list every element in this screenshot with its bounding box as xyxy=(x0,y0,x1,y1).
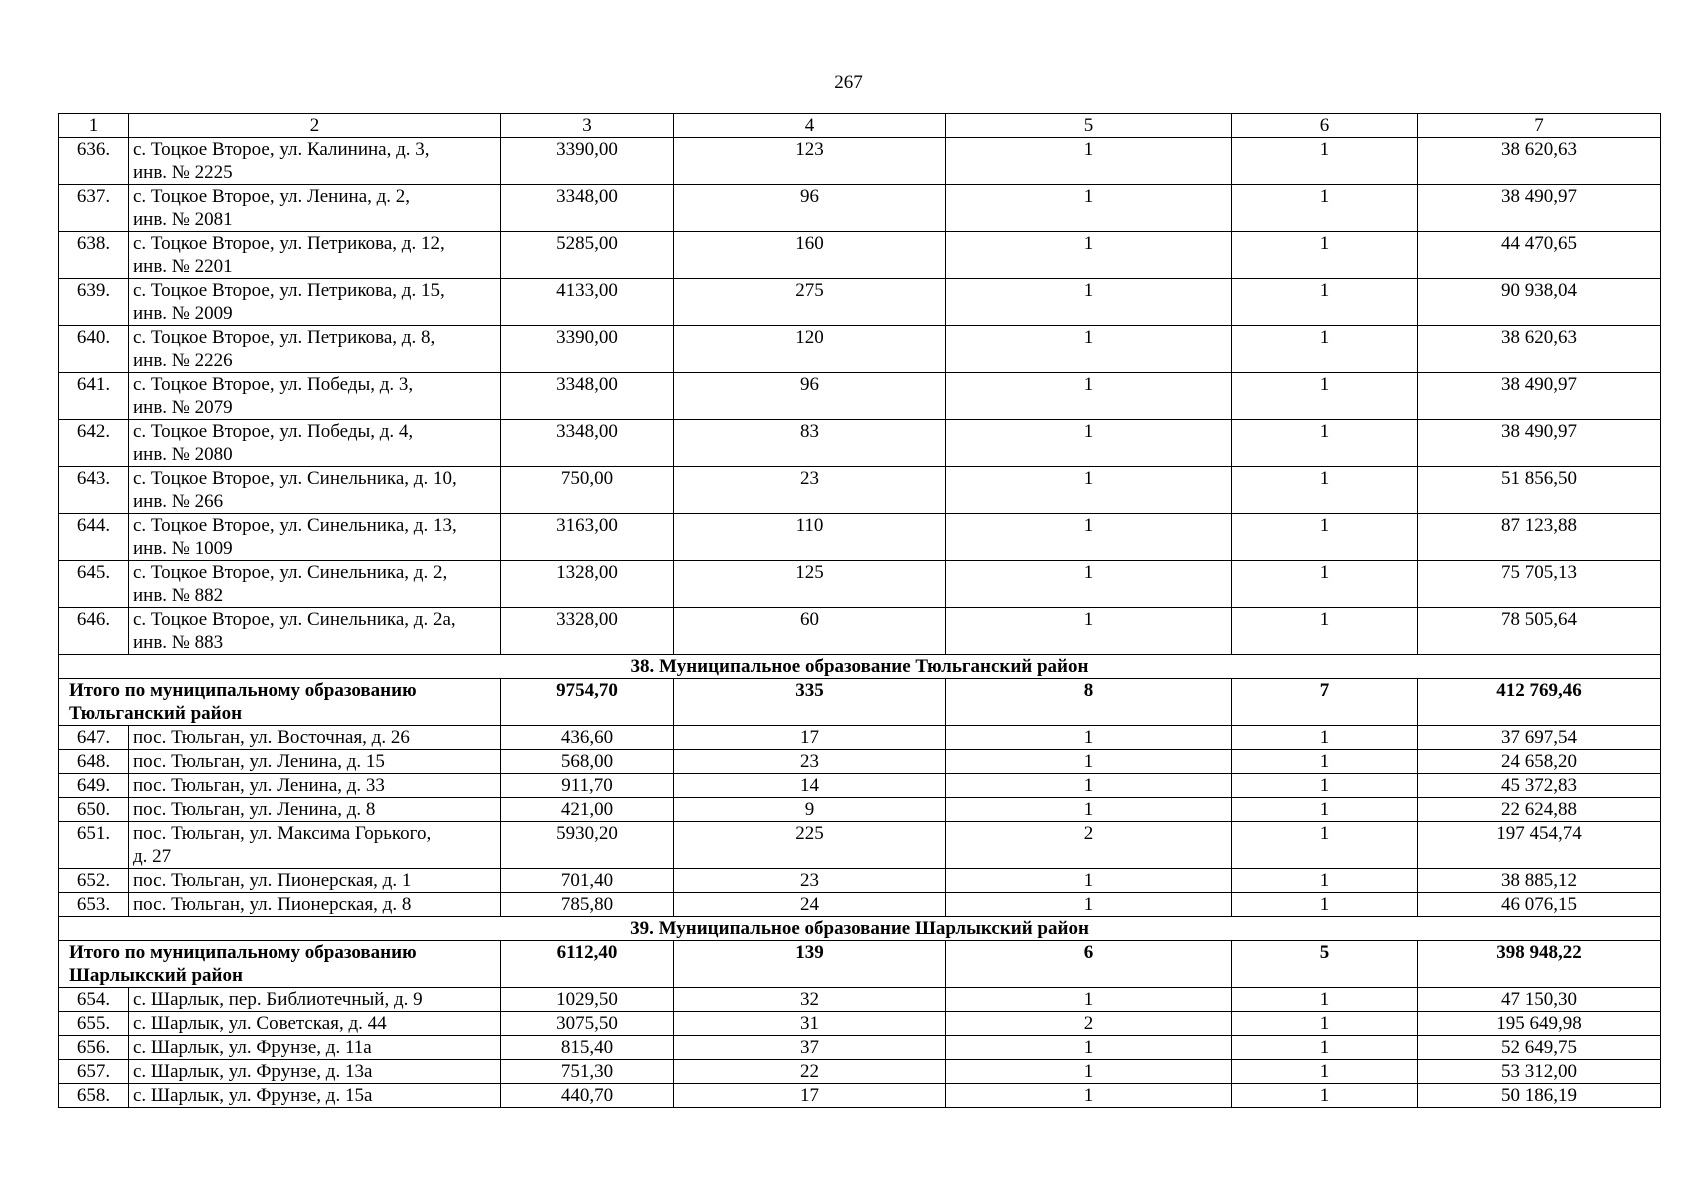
row-col6: 1 xyxy=(1232,232,1418,279)
row-cost: 45 372,83 xyxy=(1418,774,1661,798)
row-area: 815,40 xyxy=(501,1036,674,1060)
row-residents: 23 xyxy=(674,467,946,514)
table-row xyxy=(59,798,1661,822)
row-col6: 1 xyxy=(1232,514,1418,561)
total-cost: 412 769,46 xyxy=(1418,679,1661,726)
row-address: пос. Тюльган, ул. Ленина, д. 15 xyxy=(129,750,501,774)
row-col6: 1 xyxy=(1232,822,1418,869)
row-residents: 96 xyxy=(674,373,946,420)
row-cost: 38 490,97 xyxy=(1418,373,1661,420)
header-col-5: 5 xyxy=(946,114,1232,138)
row-number: 654. xyxy=(59,988,129,1012)
row-address: с. Тоцкое Второе, ул. Синельника, д. 10, инв. № 266 xyxy=(129,467,501,514)
table-row xyxy=(59,750,1661,774)
row-col6: 1 xyxy=(1232,467,1418,514)
row-number: 655. xyxy=(59,1012,129,1036)
row-col6: 1 xyxy=(1232,608,1418,655)
table-row xyxy=(59,1084,1661,1108)
table-row xyxy=(59,822,1661,869)
row-area: 3348,00 xyxy=(501,185,674,232)
row-cost: 46 076,15 xyxy=(1418,893,1661,917)
row-col6: 1 xyxy=(1232,373,1418,420)
row-col5: 1 xyxy=(946,893,1232,917)
row-address: с. Тоцкое Второе, ул. Калинина, д. 3, инв. № 2225 xyxy=(129,138,501,185)
table-row xyxy=(59,869,1661,893)
row-number: 636. xyxy=(59,138,129,185)
total-row xyxy=(59,679,1661,726)
row-area: 3390,00 xyxy=(501,138,674,185)
row-col6: 1 xyxy=(1232,561,1418,608)
row-area: 785,80 xyxy=(501,893,674,917)
total-cost: 398 948,22 xyxy=(1418,941,1661,988)
table-row xyxy=(59,467,1661,514)
table-row xyxy=(59,279,1661,326)
row-col5: 1 xyxy=(946,798,1232,822)
row-cost: 37 697,54 xyxy=(1418,726,1661,750)
row-address: пос. Тюльган, ул. Максима Горького, д. 27 xyxy=(129,822,501,869)
row-residents: 120 xyxy=(674,326,946,373)
row-area: 3348,00 xyxy=(501,373,674,420)
row-col6: 1 xyxy=(1232,1084,1418,1108)
row-col5: 1 xyxy=(946,774,1232,798)
total-residents: 139 xyxy=(674,941,946,988)
total-label: Итого по муниципальному образованию Шарлыкский район xyxy=(59,941,501,988)
row-number: 652. xyxy=(59,869,129,893)
row-col5: 1 xyxy=(946,279,1232,326)
table-row xyxy=(59,1060,1661,1084)
total-col5: 8 xyxy=(946,679,1232,726)
section-heading-row xyxy=(59,917,1661,941)
row-cost: 38 620,63 xyxy=(1418,326,1661,373)
row-col5: 1 xyxy=(946,138,1232,185)
row-address: с. Тоцкое Второе, ул. Синельника, д. 13, инв. № 1009 xyxy=(129,514,501,561)
row-number: 650. xyxy=(59,798,129,822)
housing-table xyxy=(58,113,1661,1108)
row-area: 421,00 xyxy=(501,798,674,822)
row-number: 647. xyxy=(59,726,129,750)
row-col6: 1 xyxy=(1232,1036,1418,1060)
header-col-3: 3 xyxy=(501,114,674,138)
total-area: 9754,70 xyxy=(501,679,674,726)
header-col-7: 7 xyxy=(1418,114,1661,138)
row-col5: 1 xyxy=(946,232,1232,279)
total-col6: 5 xyxy=(1232,941,1418,988)
row-area: 701,40 xyxy=(501,869,674,893)
row-cost: 87 123,88 xyxy=(1418,514,1661,561)
row-col5: 1 xyxy=(946,561,1232,608)
row-number: 638. xyxy=(59,232,129,279)
row-cost: 50 186,19 xyxy=(1418,1084,1661,1108)
table-row xyxy=(59,420,1661,467)
table-row xyxy=(59,232,1661,279)
total-residents: 335 xyxy=(674,679,946,726)
row-area: 1029,50 xyxy=(501,988,674,1012)
row-col5: 1 xyxy=(946,373,1232,420)
row-col5: 1 xyxy=(946,869,1232,893)
row-col5: 1 xyxy=(946,1036,1232,1060)
row-address: с. Тоцкое Второе, ул. Петрикова, д. 12, инв. № 2201 xyxy=(129,232,501,279)
row-number: 645. xyxy=(59,561,129,608)
row-address: пос. Тюльган, ул. Пионерская, д. 8 xyxy=(129,893,501,917)
row-residents: 275 xyxy=(674,279,946,326)
table-row xyxy=(59,1012,1661,1036)
row-number: 657. xyxy=(59,1060,129,1084)
header-col-2: 2 xyxy=(129,114,501,138)
row-residents: 32 xyxy=(674,988,946,1012)
table-row xyxy=(59,514,1661,561)
header-col-1: 1 xyxy=(59,114,129,138)
row-number: 658. xyxy=(59,1084,129,1108)
row-col5: 1 xyxy=(946,750,1232,774)
row-address: пос. Тюльган, ул. Ленина, д. 8 xyxy=(129,798,501,822)
table-row xyxy=(59,893,1661,917)
table-row xyxy=(59,185,1661,232)
row-area: 5930,20 xyxy=(501,822,674,869)
table-row xyxy=(59,988,1661,1012)
row-number: 649. xyxy=(59,774,129,798)
table-row xyxy=(59,326,1661,373)
row-area: 4133,00 xyxy=(501,279,674,326)
row-area: 568,00 xyxy=(501,750,674,774)
row-area: 3075,50 xyxy=(501,1012,674,1036)
row-area: 3163,00 xyxy=(501,514,674,561)
total-label: Итого по муниципальному образованию Тюльганский район xyxy=(59,679,501,726)
row-area: 3348,00 xyxy=(501,420,674,467)
header-col-4: 4 xyxy=(674,114,946,138)
row-address: с. Тоцкое Второе, ул. Петрикова, д. 8, инв. № 2226 xyxy=(129,326,501,373)
total-area: 6112,40 xyxy=(501,941,674,988)
row-address: с. Тоцкое Второе, ул. Синельника, д. 2а, инв. № 883 xyxy=(129,608,501,655)
row-col6: 1 xyxy=(1232,185,1418,232)
row-residents: 24 xyxy=(674,893,946,917)
row-address: с. Тоцкое Второе, ул. Победы, д. 3, инв. № 2079 xyxy=(129,373,501,420)
row-col6: 1 xyxy=(1232,988,1418,1012)
row-residents: 123 xyxy=(674,138,946,185)
row-area: 3390,00 xyxy=(501,326,674,373)
row-residents: 125 xyxy=(674,561,946,608)
total-col6: 7 xyxy=(1232,679,1418,726)
row-col6: 1 xyxy=(1232,893,1418,917)
row-address: пос. Тюльган, ул. Восточная, д. 26 xyxy=(129,726,501,750)
row-residents: 23 xyxy=(674,869,946,893)
row-cost: 52 649,75 xyxy=(1418,1036,1661,1060)
row-col5: 1 xyxy=(946,326,1232,373)
row-residents: 37 xyxy=(674,1036,946,1060)
row-address: с. Шарлык, ул. Фрунзе, д. 11а xyxy=(129,1036,501,1060)
row-address: пос. Тюльган, ул. Пионерская, д. 1 xyxy=(129,869,501,893)
row-col6: 1 xyxy=(1232,869,1418,893)
row-residents: 22 xyxy=(674,1060,946,1084)
total-col5: 6 xyxy=(946,941,1232,988)
row-col6: 1 xyxy=(1232,750,1418,774)
row-number: 642. xyxy=(59,420,129,467)
row-col6: 1 xyxy=(1232,1060,1418,1084)
row-cost: 197 454,74 xyxy=(1418,822,1661,869)
row-residents: 160 xyxy=(674,232,946,279)
row-col5: 1 xyxy=(946,467,1232,514)
row-address: с. Тоцкое Второе, ул. Победы, д. 4, инв. № 2080 xyxy=(129,420,501,467)
row-col6: 1 xyxy=(1232,1012,1418,1036)
row-col5: 1 xyxy=(946,988,1232,1012)
row-col5: 1 xyxy=(946,608,1232,655)
row-number: 648. xyxy=(59,750,129,774)
row-residents: 14 xyxy=(674,774,946,798)
row-area: 751,30 xyxy=(501,1060,674,1084)
row-address: с. Шарлык, ул. Фрунзе, д. 15а xyxy=(129,1084,501,1108)
row-cost: 47 150,30 xyxy=(1418,988,1661,1012)
row-cost: 38 620,63 xyxy=(1418,138,1661,185)
row-area: 911,70 xyxy=(501,774,674,798)
row-cost: 22 624,88 xyxy=(1418,798,1661,822)
row-number: 637. xyxy=(59,185,129,232)
row-col5: 1 xyxy=(946,1060,1232,1084)
row-residents: 96 xyxy=(674,185,946,232)
row-col6: 1 xyxy=(1232,798,1418,822)
table-row xyxy=(59,726,1661,750)
row-residents: 60 xyxy=(674,608,946,655)
row-col6: 1 xyxy=(1232,279,1418,326)
header-col-6: 6 xyxy=(1232,114,1418,138)
row-residents: 17 xyxy=(674,726,946,750)
row-address: с. Тоцкое Второе, ул. Петрикова, д. 15, инв. № 2009 xyxy=(129,279,501,326)
row-cost: 195 649,98 xyxy=(1418,1012,1661,1036)
row-cost: 53 312,00 xyxy=(1418,1060,1661,1084)
row-col5: 2 xyxy=(946,1012,1232,1036)
row-area: 1328,00 xyxy=(501,561,674,608)
section-heading: 39. Муниципальное образование Шарлыкский район xyxy=(59,917,1661,941)
row-col5: 1 xyxy=(946,514,1232,561)
row-col6: 1 xyxy=(1232,138,1418,185)
row-col6: 1 xyxy=(1232,420,1418,467)
row-residents: 83 xyxy=(674,420,946,467)
row-address: с. Тоцкое Второе, ул. Синельника, д. 2, инв. № 882 xyxy=(129,561,501,608)
row-residents: 31 xyxy=(674,1012,946,1036)
row-number: 644. xyxy=(59,514,129,561)
row-area: 440,70 xyxy=(501,1084,674,1108)
row-cost: 38 490,97 xyxy=(1418,420,1661,467)
row-cost: 51 856,50 xyxy=(1418,467,1661,514)
row-address: с. Тоцкое Второе, ул. Ленина, д. 2, инв. № 2081 xyxy=(129,185,501,232)
row-area: 750,00 xyxy=(501,467,674,514)
row-address: с. Шарлык, ул. Фрунзе, д. 13а xyxy=(129,1060,501,1084)
row-number: 639. xyxy=(59,279,129,326)
row-residents: 225 xyxy=(674,822,946,869)
column-number-header xyxy=(59,114,1661,138)
table-row xyxy=(59,1036,1661,1060)
row-col6: 1 xyxy=(1232,774,1418,798)
row-residents: 9 xyxy=(674,798,946,822)
row-number: 646. xyxy=(59,608,129,655)
row-col6: 1 xyxy=(1232,726,1418,750)
row-number: 651. xyxy=(59,822,129,869)
table-row xyxy=(59,561,1661,608)
section-heading-row xyxy=(59,655,1661,679)
row-area: 3328,00 xyxy=(501,608,674,655)
row-number: 653. xyxy=(59,893,129,917)
row-col6: 1 xyxy=(1232,326,1418,373)
row-number: 643. xyxy=(59,467,129,514)
table-row xyxy=(59,774,1661,798)
row-cost: 38 885,12 xyxy=(1418,869,1661,893)
table-row xyxy=(59,608,1661,655)
row-number: 641. xyxy=(59,373,129,420)
row-cost: 78 505,64 xyxy=(1418,608,1661,655)
row-cost: 75 705,13 xyxy=(1418,561,1661,608)
table-row xyxy=(59,138,1661,185)
row-cost: 38 490,97 xyxy=(1418,185,1661,232)
row-residents: 23 xyxy=(674,750,946,774)
row-residents: 110 xyxy=(674,514,946,561)
row-address: с. Шарлык, пер. Библиотечный, д. 9 xyxy=(129,988,501,1012)
row-col5: 1 xyxy=(946,420,1232,467)
page-number: 267 xyxy=(834,72,863,93)
row-number: 656. xyxy=(59,1036,129,1060)
row-cost: 44 470,65 xyxy=(1418,232,1661,279)
row-col5: 2 xyxy=(946,822,1232,869)
row-col5: 1 xyxy=(946,185,1232,232)
row-col5: 1 xyxy=(946,1084,1232,1108)
section-heading: 38. Муниципальное образование Тюльганский район xyxy=(59,655,1661,679)
row-residents: 17 xyxy=(674,1084,946,1108)
row-area: 436,60 xyxy=(501,726,674,750)
total-row xyxy=(59,941,1661,988)
row-address: с. Шарлык, ул. Советская, д. 44 xyxy=(129,1012,501,1036)
table-row xyxy=(59,373,1661,420)
row-address: пос. Тюльган, ул. Ленина, д. 33 xyxy=(129,774,501,798)
row-area: 5285,00 xyxy=(501,232,674,279)
row-col5: 1 xyxy=(946,726,1232,750)
row-cost: 24 658,20 xyxy=(1418,750,1661,774)
row-cost: 90 938,04 xyxy=(1418,279,1661,326)
row-number: 640. xyxy=(59,326,129,373)
